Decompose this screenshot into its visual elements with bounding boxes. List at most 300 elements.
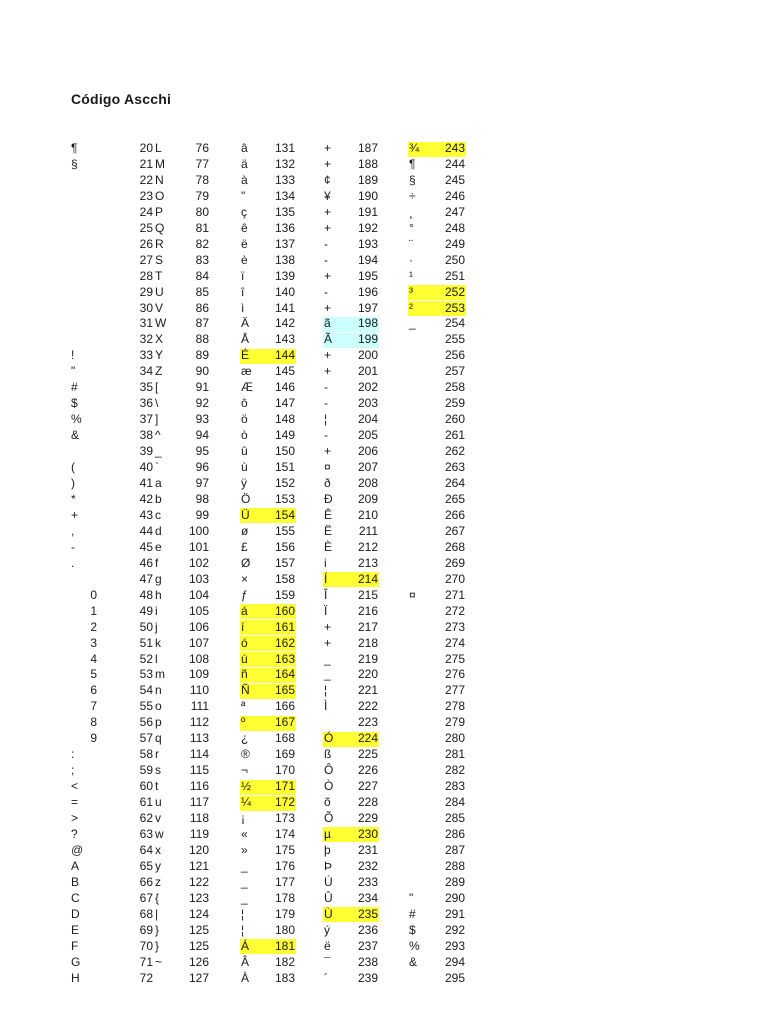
ascii-code: 44 (139, 523, 153, 538)
ascii-row (409, 540, 465, 556)
ascii-code: 272 (444, 603, 465, 618)
ascii-code: 214 (357, 571, 378, 586)
ascii-code: 104 (188, 587, 209, 602)
ascii-code: 292 (444, 922, 465, 937)
ascii-row (71, 316, 153, 332)
ascii-char: " (409, 890, 414, 905)
ascii-row (324, 396, 378, 412)
ascii-char: Ë (324, 523, 333, 538)
ascii-row (155, 221, 209, 237)
ascii-row (241, 428, 295, 444)
ascii-row (409, 269, 465, 285)
ascii-row (241, 524, 295, 540)
ascii-code: 153 (274, 491, 295, 506)
ascii-code: 125 (188, 938, 209, 953)
ascii-char: Ö (241, 491, 251, 506)
ascii-code: 64 (139, 842, 153, 857)
ascii-code: 261 (444, 428, 465, 443)
ascii-code: 53 (139, 667, 153, 682)
ascii-row (241, 795, 295, 811)
ascii-char: Ø (241, 555, 251, 570)
ascii-code: 65 (139, 858, 153, 873)
ascii-char: ß (324, 747, 332, 762)
ascii-row (324, 572, 378, 588)
ascii-char: v (155, 811, 161, 826)
ascii-row (324, 460, 378, 476)
ascii-row (324, 348, 378, 364)
ascii-row (241, 667, 295, 683)
ascii-column (71, 141, 153, 987)
ascii-code: 84 (195, 268, 209, 283)
ascii-code: 108 (188, 651, 209, 666)
ascii-code: 198 (357, 316, 378, 331)
ascii-code: 230 (357, 826, 378, 841)
ascii-char: ë (324, 938, 331, 953)
ascii-char: ¦ (241, 906, 245, 921)
ascii-char: 6 (90, 683, 97, 698)
ascii-code: 148 (274, 412, 295, 427)
ascii-char: ø (241, 523, 249, 538)
ascii-row (409, 157, 465, 173)
ascii-code: 228 (357, 795, 378, 810)
ascii-char: µ (324, 826, 331, 841)
ascii-code: 250 (444, 252, 465, 267)
ascii-row (409, 699, 465, 715)
ascii-char: · (409, 252, 413, 267)
ascii-code: 216 (357, 603, 378, 618)
ascii-code: 280 (444, 731, 465, 746)
ascii-code: 279 (444, 715, 465, 730)
ascii-row (71, 476, 153, 492)
ascii-char: c (155, 507, 161, 522)
ascii-row (71, 364, 153, 380)
ascii-row (71, 779, 153, 795)
ascii-row (409, 492, 465, 508)
ascii-row (71, 843, 153, 859)
ascii-char: ì (241, 300, 245, 315)
ascii-row (155, 316, 209, 332)
ascii-code: 282 (444, 763, 465, 778)
ascii-code: 157 (274, 555, 295, 570)
ascii-char: ^ (155, 428, 161, 443)
ascii-row (409, 412, 465, 428)
ascii-row (409, 620, 465, 636)
ascii-code: 30 (139, 300, 153, 315)
ascii-char: Û (324, 890, 333, 905)
ascii-code: 125 (188, 922, 209, 937)
ascii-code: 255 (444, 332, 465, 347)
ascii-char: % (409, 938, 420, 953)
ascii-code: 120 (188, 842, 209, 857)
ascii-code: 99 (195, 507, 209, 522)
ascii-row (71, 301, 153, 317)
ascii-code: 265 (444, 491, 465, 506)
ascii-code: 161 (274, 619, 295, 634)
ascii-code: 61 (139, 795, 153, 810)
ascii-row (324, 875, 378, 891)
ascii-char: { (155, 890, 160, 905)
ascii-code: 158 (274, 571, 295, 586)
ascii-code: 203 (357, 396, 378, 411)
ascii-row (241, 396, 295, 412)
ascii-row (324, 444, 378, 460)
ascii-code: 70 (139, 938, 153, 953)
ascii-char: + (324, 204, 332, 219)
ascii-code: 56 (139, 715, 153, 730)
ascii-char: k (155, 635, 161, 650)
ascii-char: _ (155, 444, 162, 459)
ascii-char: Í (324, 571, 328, 586)
ascii-row (155, 141, 209, 157)
ascii-row (241, 620, 295, 636)
ascii-row (155, 620, 209, 636)
ascii-row (155, 699, 209, 715)
ascii-row (155, 428, 209, 444)
ascii-code: 51 (139, 635, 153, 650)
ascii-char: l (155, 651, 158, 666)
ascii-char: V (155, 300, 164, 315)
ascii-row (324, 971, 378, 987)
ascii-code: 23 (139, 188, 153, 203)
ascii-code: 277 (444, 683, 465, 698)
ascii-row (409, 811, 465, 827)
ascii-char: s (155, 763, 161, 778)
ascii-code: 268 (444, 539, 465, 554)
ascii-code: 235 (357, 906, 378, 921)
ascii-row (155, 348, 209, 364)
ascii-char: Ú (324, 874, 333, 889)
ascii-row (155, 396, 209, 412)
ascii-char: - (324, 380, 328, 395)
ascii-row (155, 380, 209, 396)
ascii-code: 69 (139, 922, 153, 937)
ascii-code: 223 (357, 715, 378, 730)
ascii-code: 168 (274, 731, 295, 746)
ascii-code: 137 (274, 236, 295, 251)
ascii-code: 181 (274, 938, 295, 953)
ascii-row (324, 556, 378, 572)
ascii-char: Ì (324, 699, 328, 714)
ascii-column (155, 141, 209, 987)
ascii-code: 236 (357, 922, 378, 937)
ascii-code: 54 (139, 683, 153, 698)
ascii-char: ¬ (241, 763, 249, 778)
ascii-char: ! (71, 348, 75, 363)
ascii-row (409, 588, 465, 604)
ascii-row (71, 604, 153, 620)
ascii-row (241, 556, 295, 572)
ascii-row (324, 699, 378, 715)
ascii-char: Ò (324, 779, 334, 794)
ascii-code: 286 (444, 826, 465, 841)
ascii-code: 136 (274, 220, 295, 235)
ascii-row (241, 827, 295, 843)
ascii-char: E (71, 922, 80, 937)
ascii-row (71, 636, 153, 652)
ascii-code: 197 (357, 300, 378, 315)
ascii-char: Ä (241, 316, 250, 331)
ascii-code: 193 (357, 236, 378, 251)
ascii-char: i (155, 603, 158, 618)
ascii-row (155, 173, 209, 189)
ascii-code: 107 (188, 635, 209, 650)
ascii-char: â (241, 141, 248, 155)
ascii-code: 155 (274, 523, 295, 538)
ascii-row (241, 157, 295, 173)
ascii-code: 221 (357, 683, 378, 698)
ascii-row (241, 683, 295, 699)
ascii-code: 144 (274, 348, 295, 363)
ascii-code: 229 (357, 811, 378, 826)
ascii-code: 195 (357, 268, 378, 283)
ascii-row (71, 556, 153, 572)
ascii-row (409, 141, 465, 157)
ascii-row (409, 731, 465, 747)
ascii-code: 253 (444, 300, 465, 315)
ascii-code: 83 (195, 252, 209, 267)
ascii-char: U (155, 284, 164, 299)
ascii-code: 262 (444, 444, 465, 459)
ascii-code: 124 (188, 906, 209, 921)
ascii-code: 67 (139, 890, 153, 905)
ascii-row (409, 173, 465, 189)
ascii-code: 222 (357, 699, 378, 714)
ascii-row (324, 652, 378, 668)
ascii-char: $ (71, 396, 78, 411)
ascii-char: X (155, 332, 164, 347)
ascii-row (241, 508, 295, 524)
ascii-row (409, 939, 465, 955)
ascii-char: + (324, 348, 332, 363)
ascii-row (155, 301, 209, 317)
ascii-char: N (155, 172, 164, 187)
ascii-char: " (71, 364, 76, 379)
ascii-char: ¨ (409, 236, 413, 251)
ascii-char: 8 (90, 715, 97, 730)
ascii-code: 251 (444, 268, 465, 283)
ascii-char: _ (324, 667, 331, 682)
ascii-row (71, 221, 153, 237)
ascii-code: 101 (188, 539, 209, 554)
ascii-row (409, 652, 465, 668)
ascii-char: £ (241, 539, 248, 554)
ascii-char: ( (71, 460, 75, 475)
ascii-code: 96 (195, 460, 209, 475)
ascii-code: 90 (195, 364, 209, 379)
ascii-code: 263 (444, 460, 465, 475)
ascii-char: × (241, 571, 249, 586)
ascii-row (71, 939, 153, 955)
ascii-code: 133 (274, 172, 295, 187)
ascii-char: ç (241, 204, 247, 219)
ascii-char: ½ (241, 779, 252, 794)
ascii-row (71, 747, 153, 763)
ascii-code: 293 (444, 938, 465, 953)
ascii-row (71, 971, 153, 987)
ascii-code: 111 (190, 699, 209, 714)
ascii-code: 209 (357, 491, 378, 506)
ascii-row (409, 971, 465, 987)
ascii-row (409, 524, 465, 540)
ascii-code: 179 (274, 906, 295, 921)
ascii-code: 59 (139, 763, 153, 778)
ascii-code: 85 (195, 284, 209, 299)
ascii-char: ¥ (324, 188, 331, 203)
ascii-code: 113 (189, 731, 209, 746)
ascii-char: ù (241, 460, 248, 475)
ascii-row (71, 253, 153, 269)
ascii-row (409, 348, 465, 364)
ascii-code: 154 (274, 507, 295, 522)
ascii-code: 276 (444, 667, 465, 682)
ascii-row (71, 412, 153, 428)
ascii-code: 259 (444, 396, 465, 411)
ascii-code: 89 (195, 348, 209, 363)
ascii-row (409, 444, 465, 460)
ascii-code: 267 (444, 523, 465, 538)
ascii-row (241, 715, 295, 731)
ascii-row (324, 795, 378, 811)
ascii-char: ö (241, 412, 248, 427)
ascii-row (409, 460, 465, 476)
ascii-row (241, 141, 295, 157)
ascii-row (241, 444, 295, 460)
ascii-row (241, 859, 295, 875)
ascii-char: ¹ (409, 268, 413, 283)
ascii-row (71, 699, 153, 715)
ascii-char: ] (155, 412, 159, 427)
ascii-char: Ñ (241, 683, 250, 698)
ascii-code: 283 (444, 779, 465, 794)
ascii-row (71, 173, 153, 189)
ascii-row (324, 620, 378, 636)
ascii-code: 31 (139, 316, 153, 331)
ascii-char: Æ (241, 380, 253, 395)
ascii-row (241, 763, 295, 779)
ascii-row (241, 923, 295, 939)
ascii-row (324, 683, 378, 699)
ascii-row (155, 636, 209, 652)
ascii-code: 233 (357, 874, 378, 889)
ascii-code: 278 (444, 699, 465, 714)
ascii-row (71, 652, 153, 668)
ascii-row (71, 875, 153, 891)
ascii-code: 42 (139, 491, 153, 506)
ascii-code: 33 (139, 348, 153, 363)
ascii-row (409, 923, 465, 939)
ascii-row (409, 891, 465, 907)
ascii-row (324, 747, 378, 763)
ascii-char: ý (324, 922, 330, 937)
ascii-code: 135 (274, 204, 295, 219)
ascii-char: e (155, 539, 162, 554)
ascii-char: m (155, 667, 165, 682)
ascii-char: ÿ (241, 476, 247, 491)
ascii-row (409, 301, 465, 317)
ascii-char: B (71, 874, 80, 889)
ascii-code: 102 (188, 555, 209, 570)
ascii-row (155, 715, 209, 731)
ascii-char: R (155, 236, 164, 251)
ascii-row (71, 141, 153, 157)
ascii-code: 35 (139, 380, 153, 395)
ascii-char: ª (241, 699, 246, 714)
ascii-row (241, 237, 295, 253)
ascii-code: 139 (274, 268, 295, 283)
ascii-code: 25 (139, 220, 153, 235)
ascii-code: 257 (444, 364, 465, 379)
ascii-row (155, 508, 209, 524)
ascii-code: 289 (444, 874, 465, 889)
ascii-code: 87 (195, 316, 209, 331)
ascii-code: 264 (444, 476, 465, 491)
ascii-code: 121 (188, 858, 209, 873)
ascii-code: 212 (357, 539, 378, 554)
ascii-code: 234 (357, 890, 378, 905)
ascii-code: 146 (274, 380, 295, 395)
ascii-code: 237 (357, 938, 378, 953)
ascii-row (409, 827, 465, 843)
ascii-row (71, 588, 153, 604)
ascii-row (241, 652, 295, 668)
ascii-char: # (71, 380, 78, 395)
ascii-char: - (324, 396, 328, 411)
ascii-char: w (155, 826, 164, 841)
ascii-char: _ (241, 858, 248, 873)
ascii-row (241, 588, 295, 604)
ascii-code: 220 (357, 667, 378, 682)
ascii-row (71, 540, 153, 556)
ascii-char: o (155, 699, 162, 714)
ascii-row (409, 747, 465, 763)
ascii-row (324, 731, 378, 747)
ascii-code: 247 (444, 204, 465, 219)
ascii-char: q (155, 731, 162, 746)
ascii-char: C (71, 890, 80, 905)
ascii-code: 217 (357, 619, 378, 634)
ascii-char: þ (324, 842, 331, 857)
ascii-code: 57 (139, 731, 153, 746)
ascii-row (155, 907, 209, 923)
ascii-code: 40 (139, 460, 153, 475)
ascii-char: < (71, 779, 79, 794)
ascii-char: ¤ (324, 460, 331, 475)
ascii-row (71, 396, 153, 412)
ascii-row (409, 955, 465, 971)
ascii-row (409, 875, 465, 891)
ascii-row (155, 652, 209, 668)
ascii-code: 213 (357, 555, 378, 570)
ascii-row (71, 731, 153, 747)
ascii-column (324, 141, 378, 987)
ascii-char: F (71, 938, 79, 953)
ascii-char: ¼ (241, 795, 252, 810)
ascii-char: % (71, 412, 82, 427)
ascii-code: 169 (274, 747, 295, 762)
ascii-code: 71 (139, 954, 153, 969)
ascii-code: 82 (195, 236, 209, 251)
ascii-row (155, 604, 209, 620)
ascii-row (155, 412, 209, 428)
ascii-row (71, 763, 153, 779)
ascii-row (241, 492, 295, 508)
ascii-row (241, 476, 295, 492)
ascii-code: 26 (139, 236, 153, 251)
ascii-char: ° (409, 220, 414, 235)
ascii-row (241, 348, 295, 364)
ascii-code: 149 (274, 428, 295, 443)
ascii-code: 117 (189, 795, 209, 810)
